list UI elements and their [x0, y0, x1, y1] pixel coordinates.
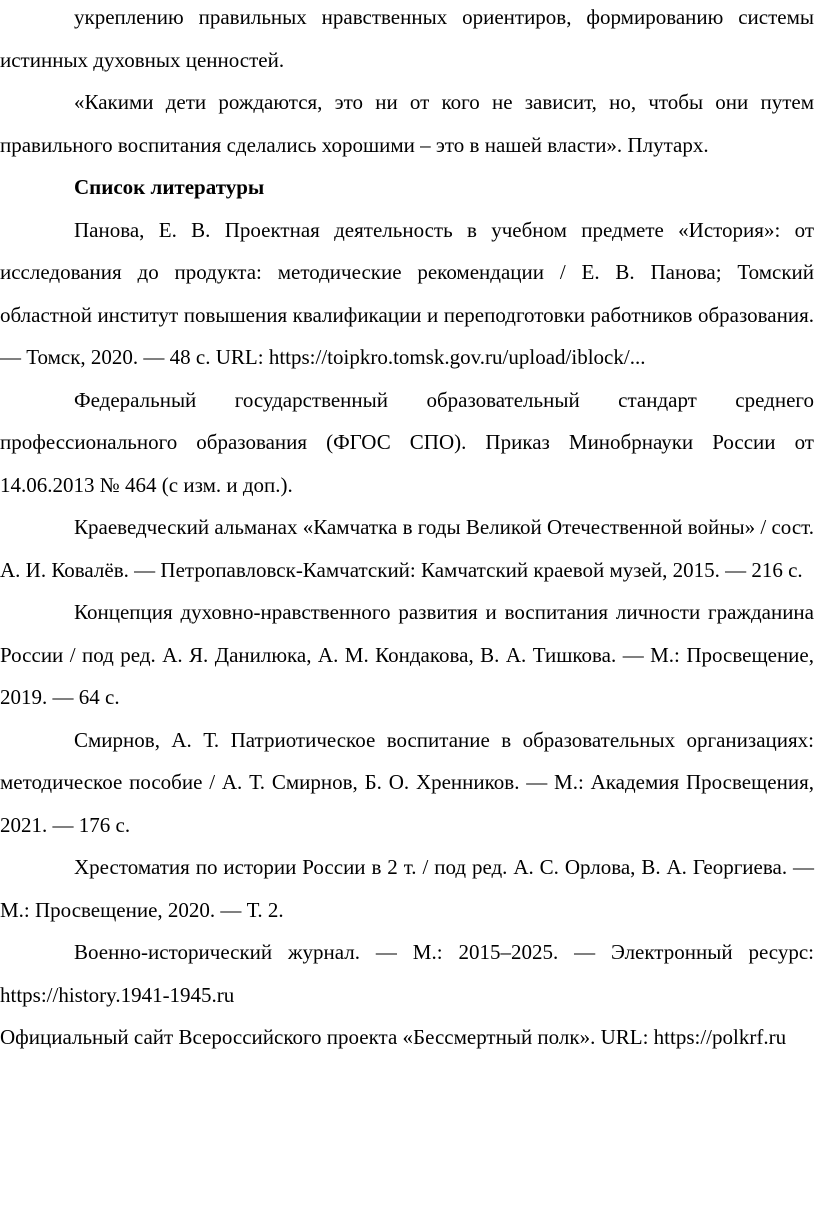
- reference-item: Краеведческий альманах «Камчатка в годы Великой Отечественной войны» / сост. А. И. Ковалёв. — Петропавловск-Камчатский: Камчатский краевой музей, 2015. — 216 с.: [0, 515, 814, 582]
- reference-item: Хрестоматия по истории России в 2 т. / под ред. А. С. Орлова, В. А. Георгиева. — М.: Просвещение, 2020. — Т. 2.: [0, 855, 814, 922]
- reference-item: Федеральный государственный образовательный стандарт среднего профессионального образования (ФГОС СПО). Приказ Минобрнауки России от 14.06.2013 № 464 (с изм. и доп.).: [0, 387, 814, 497]
- reference-item: Военно-исторический журнал. — М.: 2015–2025. — Электронный ресурс: https://history.1941-1945.ru: [0, 940, 814, 1007]
- references-heading: Список литературы: [74, 175, 265, 199]
- reference-item: Концепция духовно-нравственного развития и воспитания личности гражданина России / под ред. А. Я. Данилюка, А. М. Кондакова, В. А. Тишкова. — М.: Просвещение, 2019. — 64 с.: [0, 600, 814, 709]
- reference-item: Смирнов, А. Т. Патриотическое воспитание в образовательных организациях: методическое пособие / А. Т. Смирнов, Б. О. Хренников. — М.: Академия Просвещения, 2021. — 176 с.: [0, 727, 814, 837]
- body-paragraph: укреплению правильных нравственных ориентиров, формированию системы истинных духовных ценностей.: [0, 5, 814, 72]
- reference-item: Официальный сайт Всероссийского проекта «Бессмертный полк». URL: https://polkrf.ru: [0, 1025, 787, 1049]
- quote-paragraph: «Какими дети рождаются, это ни от кого не зависит, но, чтобы они путем правильного воспитания сделались хорошими – это в нашей власти». Плутарх.: [0, 90, 814, 157]
- reference-item: Панова, Е. В. Проектная деятельность в учебном предмете «История»: от исследования до продукта: методические рекомендации / Е. В. Панова; Томский областной институт повышения квалификации и переподготовки работников образования. — Томск, 2020. — 48 с. URL: https://toipkro.tomsk.gov.ru/upload/iblock/...: [0, 217, 814, 369]
